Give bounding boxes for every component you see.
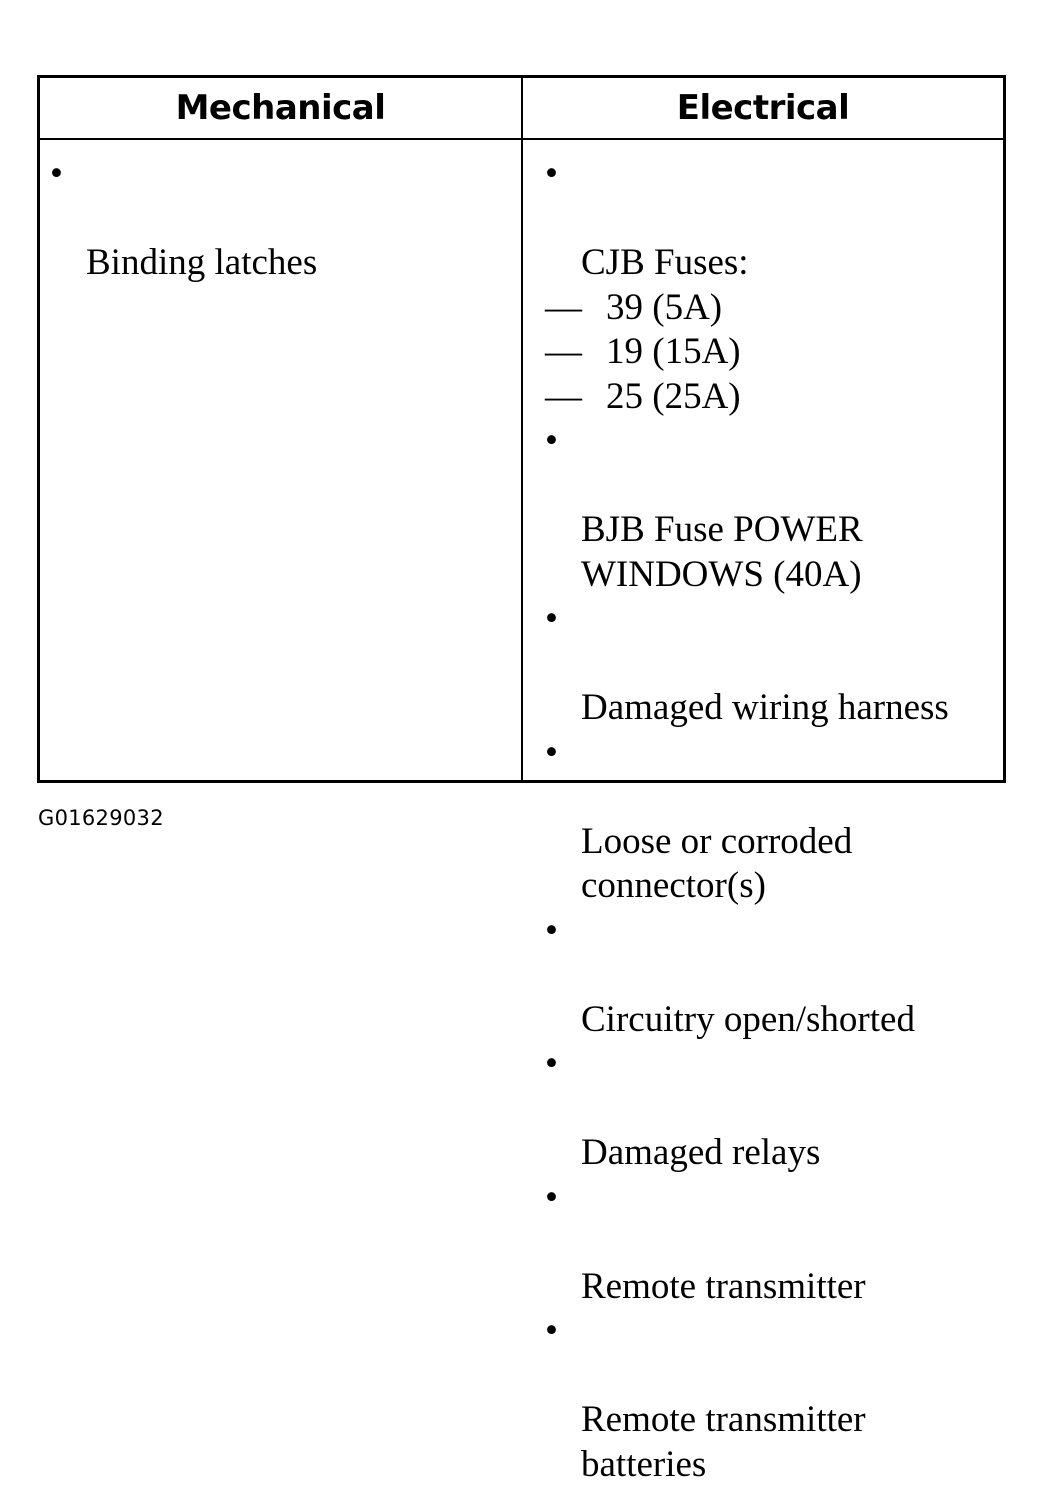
sub-item-text: 19 (15A) xyxy=(606,331,741,372)
bullet-icon: • xyxy=(545,153,558,194)
bullet-icon: • xyxy=(50,153,63,194)
bullet-icon: • xyxy=(545,1043,558,1084)
list-item-text: Binding latches xyxy=(86,242,318,283)
list-item xyxy=(50,152,510,286)
bullet-icon: • xyxy=(545,731,558,773)
bullet-icon: • xyxy=(545,1310,558,1351)
list-item xyxy=(545,1176,1005,1310)
list-item-text: Damaged wiring harness xyxy=(581,687,949,728)
bullet-icon: • xyxy=(545,598,558,639)
header-electrical: Electrical xyxy=(676,88,850,128)
electrical-cell xyxy=(545,140,1005,1487)
list-item xyxy=(545,152,1005,286)
sub-item xyxy=(545,330,1005,375)
list-item-text: BJB Fuse POWER WINDOWS (40A) xyxy=(581,509,863,595)
list-item-text: Remote transmitter batteries xyxy=(581,1399,866,1485)
sub-item xyxy=(545,375,1005,420)
bullet-icon: • xyxy=(545,420,558,461)
figure-code: G01629032 xyxy=(38,806,164,830)
list-item-text: CJB Fuses: xyxy=(581,242,749,283)
list-item-text: Remote transmitter xyxy=(581,1265,866,1307)
list-item xyxy=(545,1042,1005,1176)
column-divider xyxy=(521,78,523,780)
sub-item xyxy=(545,286,1005,331)
list-item xyxy=(545,731,1005,909)
dash-icon: — xyxy=(545,286,582,328)
list-item xyxy=(545,419,1005,597)
list-item xyxy=(545,909,1005,1043)
sub-item-text: 25 (25A) xyxy=(606,375,741,417)
sub-item-text: 39 (5A) xyxy=(606,286,723,328)
dash-icon: — xyxy=(545,375,582,417)
bullet-icon: • xyxy=(545,1176,558,1218)
list-item-text: Circuitry open/shorted xyxy=(581,998,915,1040)
mechanical-cell xyxy=(50,140,510,286)
list-item xyxy=(545,597,1005,731)
dash-icon: — xyxy=(545,331,582,372)
bullet-icon: • xyxy=(545,909,558,951)
list-item xyxy=(545,1309,1005,1487)
header-mechanical: Mechanical xyxy=(175,88,386,128)
list-item-text: Loose or corroded connector(s) xyxy=(581,820,853,906)
list-item-text: Damaged relays xyxy=(581,1132,821,1173)
